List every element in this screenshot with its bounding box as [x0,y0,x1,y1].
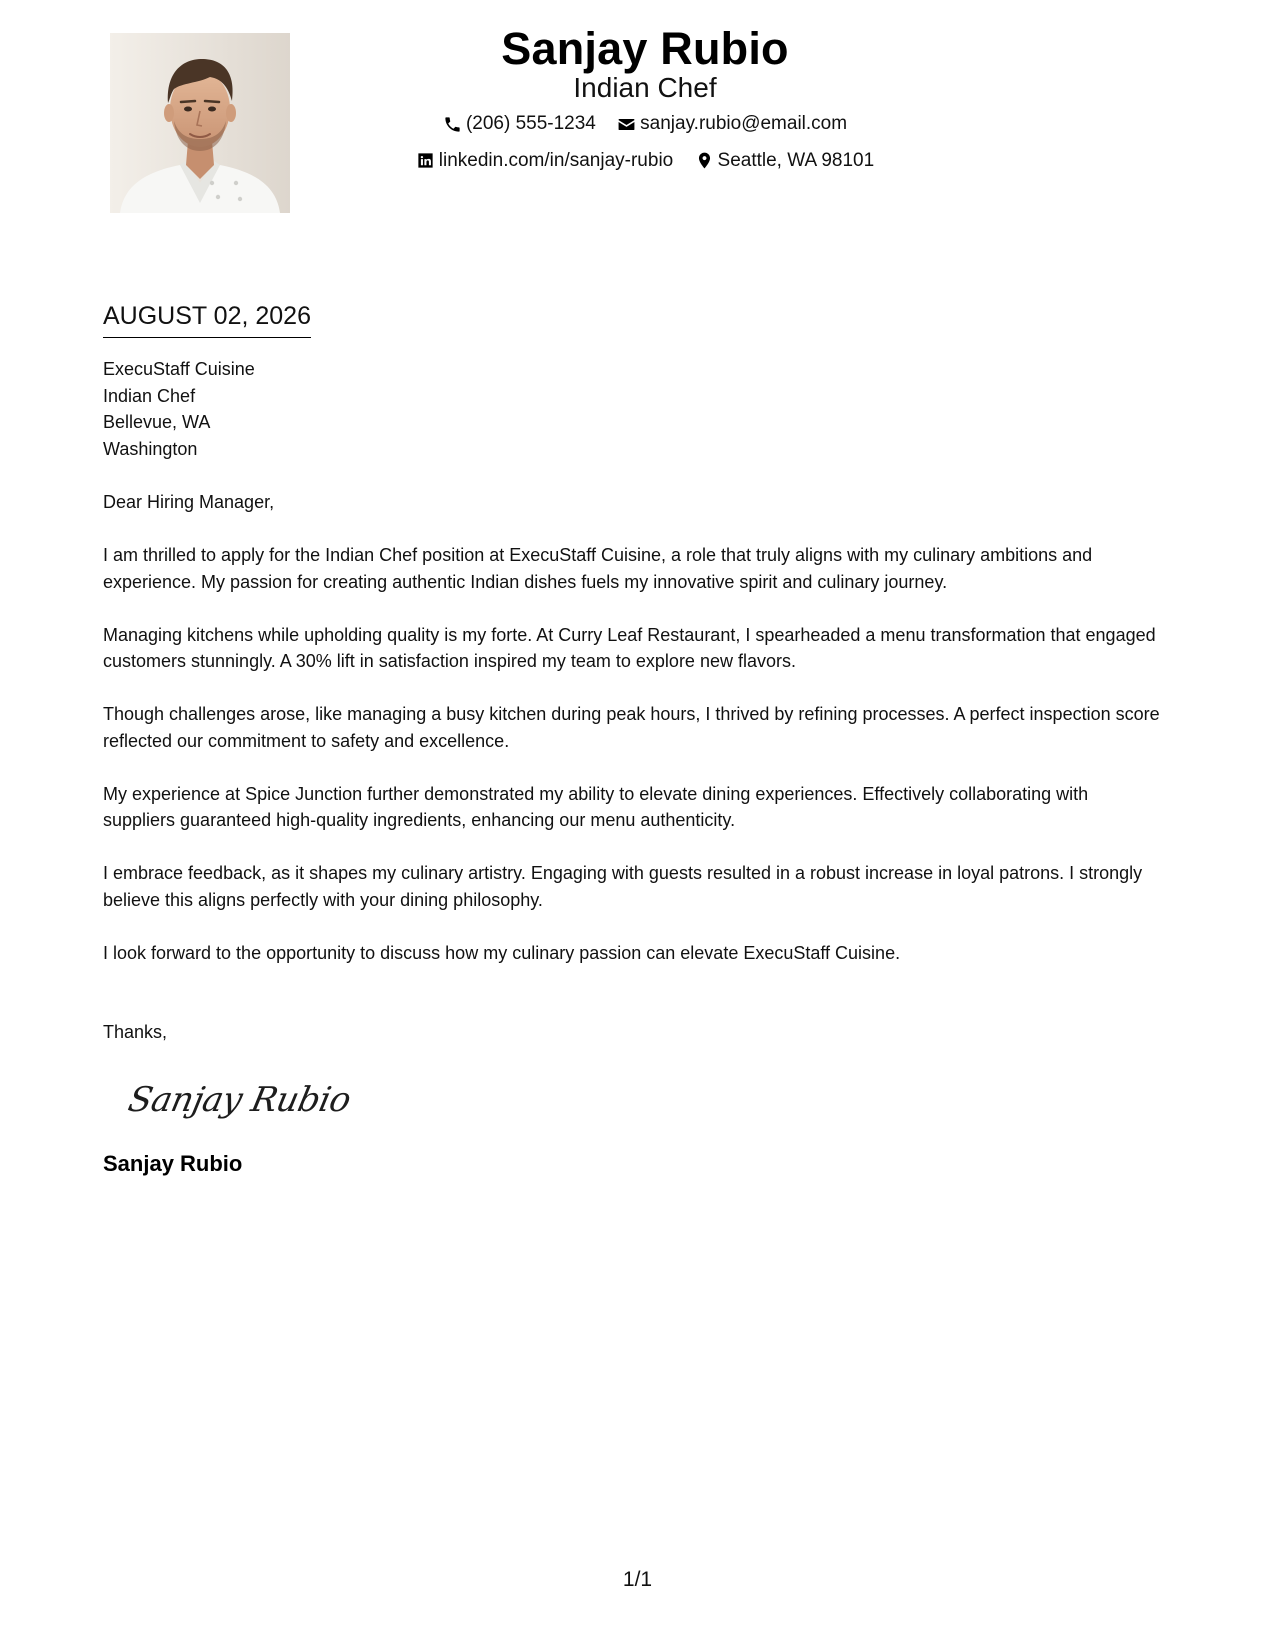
recipient-city: Bellevue, WA [103,412,211,432]
resume-header [300,22,990,177]
contact-row-primary [300,112,990,141]
profile-photo [110,33,290,213]
letter-paragraph: Though challenges arose, like managing a busy kitchen during peak hours, I thrived by refining processes. A perfect inspection score reflected our commitment to safety and excellence. [103,704,1160,751]
linkedin-text: linkedin.com/in/sanjay-rubio [438,149,674,171]
letter-date: AUGUST 02, 2026 [103,300,311,338]
contact-location [695,149,875,173]
linkedin-icon [416,151,435,170]
contact-email[interactable] [617,112,847,136]
phone-text: (206) 555-1234 [465,113,596,134]
letter-closing: Thanks, [103,1022,168,1042]
email-text: sanjay.rubio@email.com [640,113,848,134]
letter-paragraph: I am thrilled to apply for the Indian Chef position at ExecuStaff Cuisine, a role that truly aligns with my culinary ambitions and experience. My passion for creating authentic Indian dishes fuels my innovative spirit and culinary journey. [103,545,1093,592]
phone-icon [443,115,462,134]
handwritten-signature: Sanjay Rubio [124,1079,355,1120]
map-marker-icon [695,151,714,170]
letter-paragraph: I look forward to the opportunity to discuss how my culinary passion can elevate ExecuStaff Cuisine. [103,942,901,963]
contact-phone [443,112,596,136]
envelope-icon [617,115,636,134]
recipient-state: Washington [103,438,198,459]
signed-name: Sanjay Rubio [103,1150,243,1176]
applicant-title: Indian Chef [573,72,717,103]
recipient-company: ExecuStaff Cuisine [103,359,255,379]
letter-paragraph: Managing kitchens while upholding quality is my forte. At Curry Leaf Restaurant, I spearheaded a menu transformation that engaged customers stunningly. A 30% lift in satisfaction inspired my team to explore new flavors. [103,624,1156,671]
contact-row-secondary [300,149,990,178]
applicant-name: Sanjay Rubio [501,23,789,74]
recipient-position: Indian Chef [103,385,196,406]
letter-paragraph: My experience at Spice Junction further demonstrated my ability to elevate dining experiences. Effectively collaborating with suppliers guaranteed high-quality ingredients, enhancing our menu authenticity. [103,783,1089,830]
letter-greeting: Dear Hiring Manager, [103,492,275,512]
page-number: 1/1 [622,1568,653,1591]
letter-body [103,300,1163,1178]
location-text: Seattle, WA 98101 [717,149,875,171]
recipient-block [103,356,1163,462]
letter-paragraph: I embrace feedback, as it shapes my culinary artistry. Engaging with guests resulted in a robust increase in loyal patrons. I strongly believe this aligns perfectly with your dining philosophy. [103,863,1143,910]
contact-linkedin[interactable] [416,149,673,173]
